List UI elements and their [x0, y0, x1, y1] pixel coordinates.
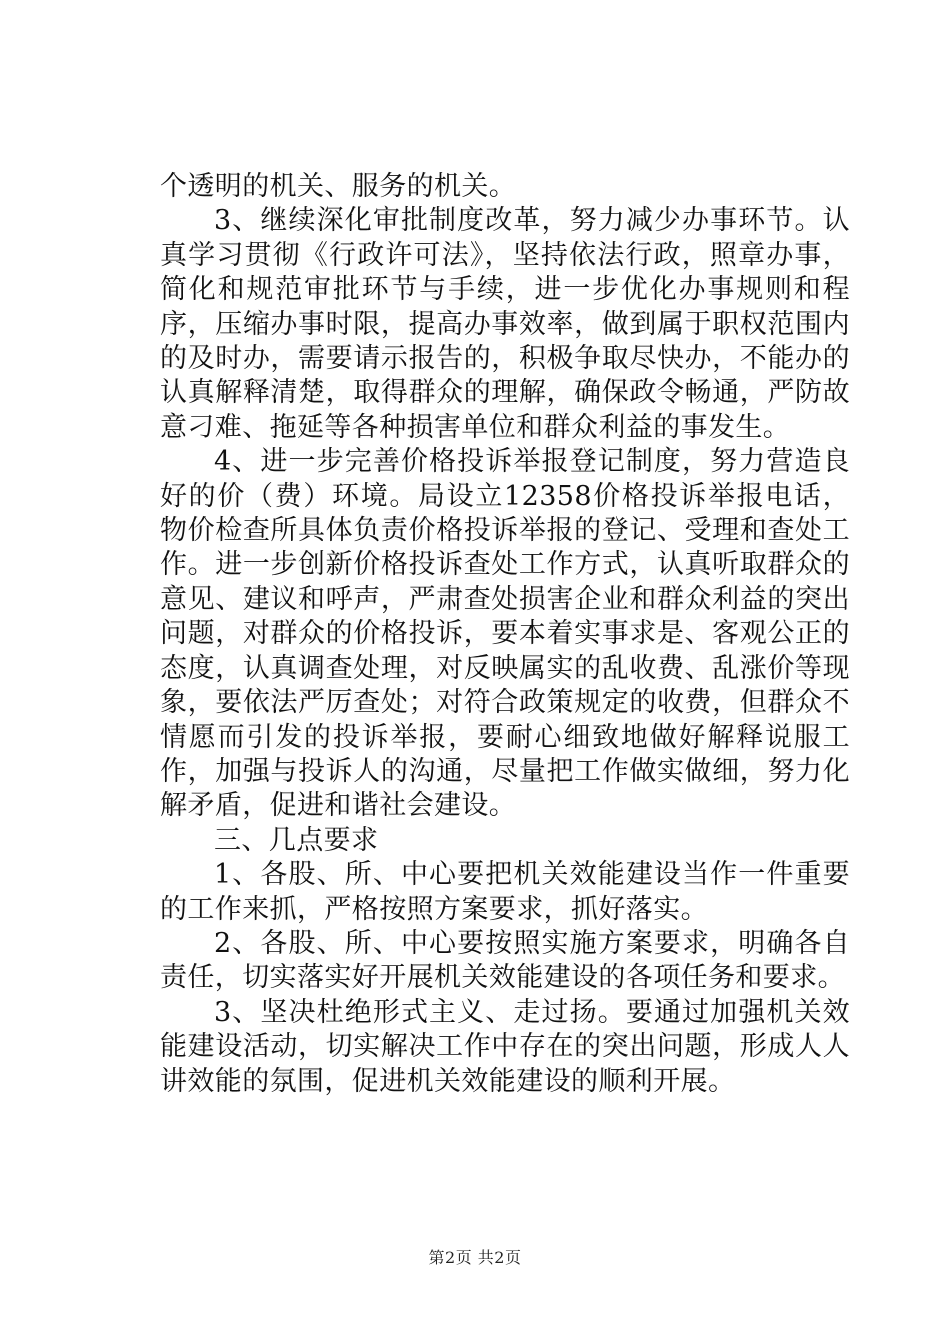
paragraph-item-3: 3、继续深化审批制度改革，努力减少办事环节。认真学习贯彻《行政许可法》，坚持依法行政，照章办事，简化和规范审批环节与手续，进一步优化办事规则和程序，压缩办事时限，提高办事效率，做到属于职权范围内的及时办，需要请示报告的，积极争取尽快办，不能办的认真解释清楚，取得群众的理解，确保政令畅通，严防故意刁难、拖延等各种损害单位和群众利益的事发生。	[160, 205, 850, 443]
section-heading: 三、几点要求	[214, 824, 379, 856]
paragraph-continuation: 个透明的机关、服务的机关。	[160, 171, 517, 202]
requirement-item-3: 3、坚决杜绝形式主义、走过扬。要通过加强机关效能建设活动，切实解决工作中存在的突出问题，形成人人讲效能的氛围，促进机关效能建设的顺利开展。	[160, 996, 850, 1097]
page-footer: 第2页 共2页	[428, 1248, 522, 1267]
requirement-item-1: 1、各股、所、中心要把机关效能建设当作一件重要的工作来抓，严格按照方案要求，抓好落实。	[160, 859, 850, 925]
paragraph-item-4: 4、进一步完善价格投诉举报登记制度，努力营造良好的价（费）环境。局设立12358价格投诉举报电话，物价检查所具体负责价格投诉举报的登记、受理和查处工作。进一步创新价格投诉查处工作方式，认真听取群众的意见、建议和呼声，严肃查处损害企业和群众利益的突出问题，对群众的价格投诉，要本着实事求是、客观公正的态度，认真调查处理，对反映属实的乱收费、乱涨价等现象，要依法严厉查处；对符合政策规定的收费，但群众不情愿而引发的投诉举报，要耐心细致地做好解释说服工作，加强与投诉人的沟通，尽量把工作做实做细，努力化解矛盾，促进和谐社会建设。	[160, 446, 850, 822]
requirement-item-2: 2、各股、所、中心要按照实施方案要求，明确各自责任，切实落实好开展机关效能建设的各项任务和要求。	[160, 927, 850, 994]
document-body	[160, 170, 850, 1099]
